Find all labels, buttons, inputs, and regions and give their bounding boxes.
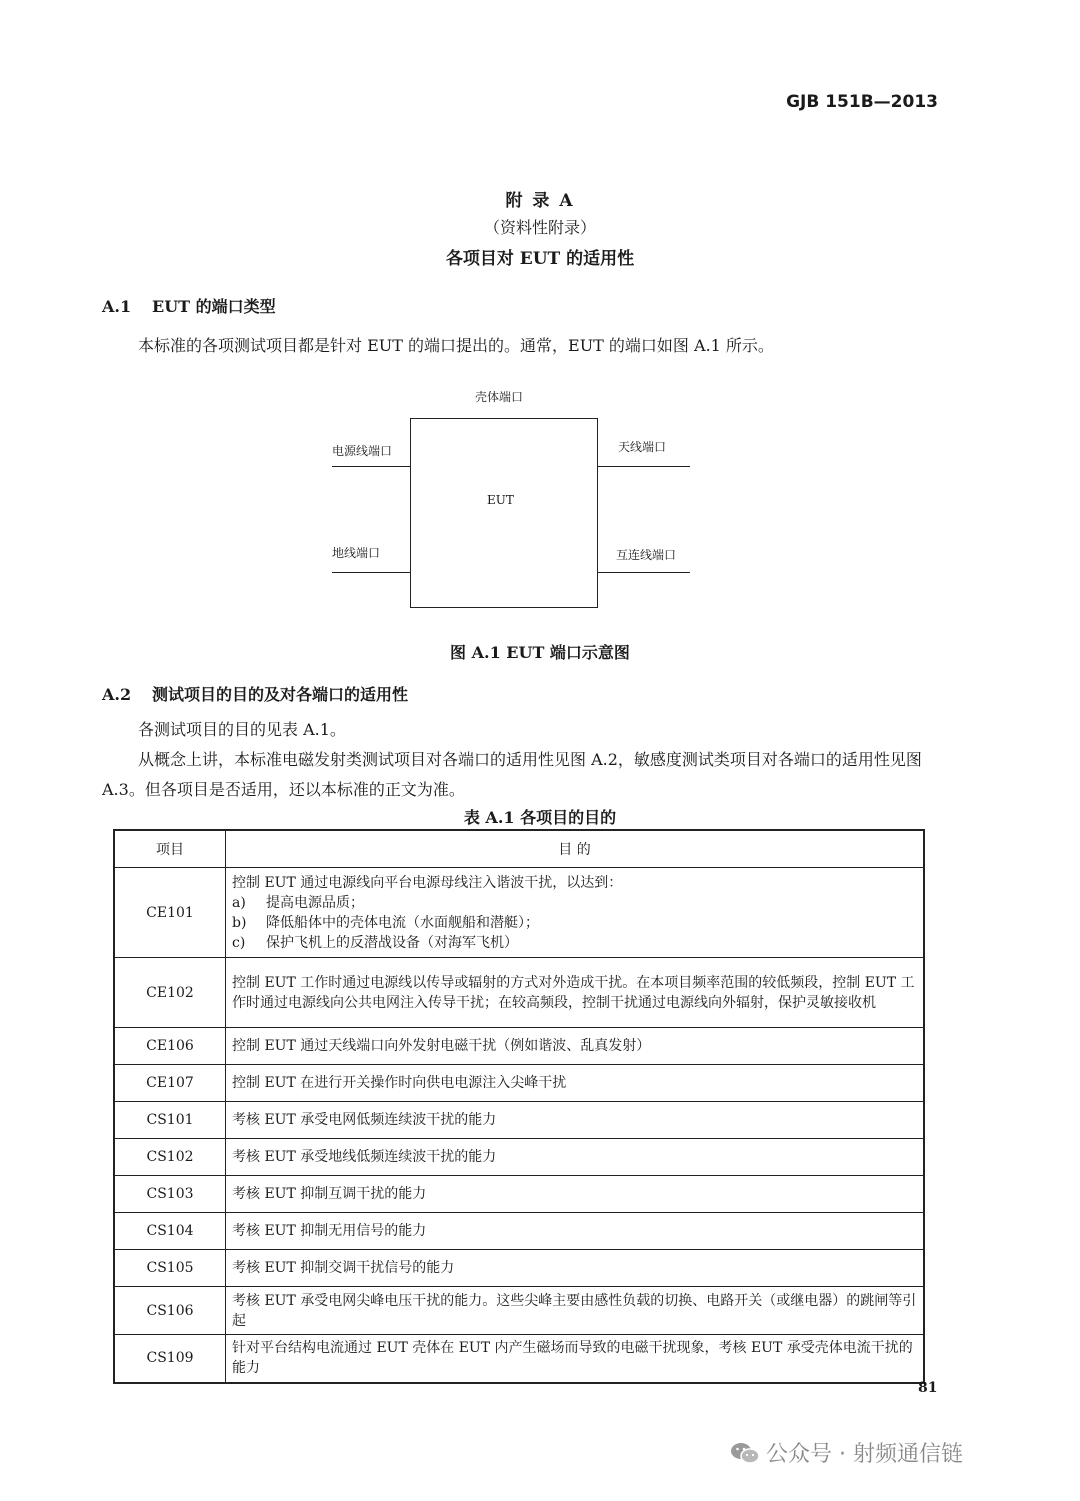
item-purpose: 考核 EUT 承受电网尖峰电压干扰的能力。这些尖峰主要由感性负载的切换、电路开关（或继电器）的跳闸等引起 <box>226 1287 925 1335</box>
table-row <box>114 958 924 1028</box>
antenna-port-line <box>598 466 690 467</box>
item-purpose: 考核 EUT 承受地线低频连续波干扰的能力 <box>226 1139 925 1176</box>
purpose-subitem: a) 提高电源品质； <box>232 894 364 911</box>
table-row <box>114 1139 924 1176</box>
table-row <box>114 1213 924 1250</box>
page-number: 81 <box>918 1380 938 1396</box>
table-row <box>114 1065 924 1102</box>
power-port-line <box>332 466 410 467</box>
column-header-purpose: 目 的 <box>226 830 925 868</box>
section-number: A.1 <box>102 297 132 316</box>
item-purpose: 考核 EUT 承受电网低频连续波干扰的能力 <box>226 1102 925 1139</box>
watermark <box>730 1437 963 1468</box>
interconnect-port-label: 互连线端口 <box>616 548 677 562</box>
item-purpose <box>226 868 925 958</box>
item-purpose: 控制 EUT 工作时通过电源线以传导或辐射的方式对外造成干扰。在本项目频率范围的较低频段，控制 EUT 工作时通过电源线向公共电网注入传导干扰；在较高频段，控制干扰通过电源线向外辐射，保护灵敏接收机 <box>226 958 925 1028</box>
item-code: CS101 <box>114 1102 226 1139</box>
appendix-title: 附 录 A <box>505 191 575 211</box>
purpose-table <box>113 829 925 1384</box>
item-purpose: 控制 EUT 通过天线端口向外发射电磁干扰（例如谐波、乱真发射） <box>226 1028 925 1065</box>
watermark-text: 公众号 · 射频通信链 <box>766 1442 963 1467</box>
section-a1-heading <box>102 294 276 317</box>
antenna-port-label: 天线端口 <box>618 440 667 454</box>
eut-port-diagram <box>320 380 720 620</box>
interconnect-port-line <box>598 572 690 573</box>
item-code: CE107 <box>114 1065 226 1102</box>
section-number: A.2 <box>102 685 132 704</box>
purpose-intro: 控制 EUT 通过电源线向平台电源母线注入谐波干扰，以达到： <box>232 874 623 891</box>
item-code: CS109 <box>114 1335 226 1383</box>
item-code: CS105 <box>114 1250 226 1287</box>
section-a1-paragraph: 本标准的各项测试项目都是针对 EUT 的端口提出的。通常，EUT 的端口如图 A.1 所示。 <box>138 336 774 355</box>
eut-label: EUT <box>487 493 514 507</box>
appendix-heading: 各项目对 EUT 的适用性 <box>445 249 635 269</box>
item-purpose: 考核 EUT 抑制互调干扰的能力 <box>226 1176 925 1213</box>
eut-box <box>410 418 598 608</box>
section-title: 测试项目的目的及对各端口的适用性 <box>152 685 409 704</box>
section-a2-paragraph-2: 从概念上讲，本标准电磁发射类测试项目对各端口的适用性见图 A.2，敏感度测试类项目对各端口的适用性见图 A.3。但各项目是否适用，还以本标准的正文为准。 <box>102 750 922 799</box>
purpose-subitem: c) 保护飞机上的反潜战设备（对海军飞机） <box>232 934 518 951</box>
wechat-icon <box>730 1442 760 1464</box>
table-row <box>114 1287 924 1335</box>
item-code: CS104 <box>114 1213 226 1250</box>
table-header-row <box>114 830 924 868</box>
purpose-subitem: b) 降低船体中的壳体电流（水面舰船和潜艇）； <box>232 914 539 931</box>
table-caption: 表 A.1 各项目的目的 <box>463 808 617 827</box>
section-a2-heading <box>102 682 408 705</box>
column-header-item: 项目 <box>114 830 226 868</box>
item-code: CS103 <box>114 1176 226 1213</box>
item-purpose: 控制 EUT 在进行开关操作时向供电电源注入尖峰干扰 <box>226 1065 925 1102</box>
item-code: CS106 <box>114 1287 226 1335</box>
item-purpose: 考核 EUT 抑制交调干扰信号的能力 <box>226 1250 925 1287</box>
ground-port-label: 地线端口 <box>332 546 381 560</box>
item-code: CS102 <box>114 1139 226 1176</box>
item-code: CE101 <box>114 868 226 958</box>
table-row <box>114 1176 924 1213</box>
table-row <box>114 868 924 958</box>
table-row <box>114 1250 924 1287</box>
item-purpose: 考核 EUT 抑制无用信号的能力 <box>226 1213 925 1250</box>
item-purpose: 针对平台结构电流通过 EUT 壳体在 EUT 内产生磁场而导致的电磁干扰现象，考核 EUT 承受壳体电流干扰的能力 <box>226 1335 925 1383</box>
case-port-label: 壳体端口 <box>475 390 524 404</box>
section-a2-paragraph-1: 各测试项目的目的见表 A.1。 <box>138 720 346 739</box>
power-port-label: 电源线端口 <box>332 444 393 458</box>
figure-caption: 图 A.1 EUT 端口示意图 <box>450 643 630 662</box>
section-title: EUT 的端口类型 <box>152 297 276 316</box>
appendix-subtitle: （资料性附录） <box>483 218 596 237</box>
standard-code: GJB 151B—2013 <box>786 92 938 112</box>
table-row <box>114 1335 924 1383</box>
item-code: CE106 <box>114 1028 226 1065</box>
table-row <box>114 1102 924 1139</box>
ground-port-line <box>332 572 410 573</box>
table-row <box>114 1028 924 1065</box>
item-code: CE102 <box>114 958 226 1028</box>
